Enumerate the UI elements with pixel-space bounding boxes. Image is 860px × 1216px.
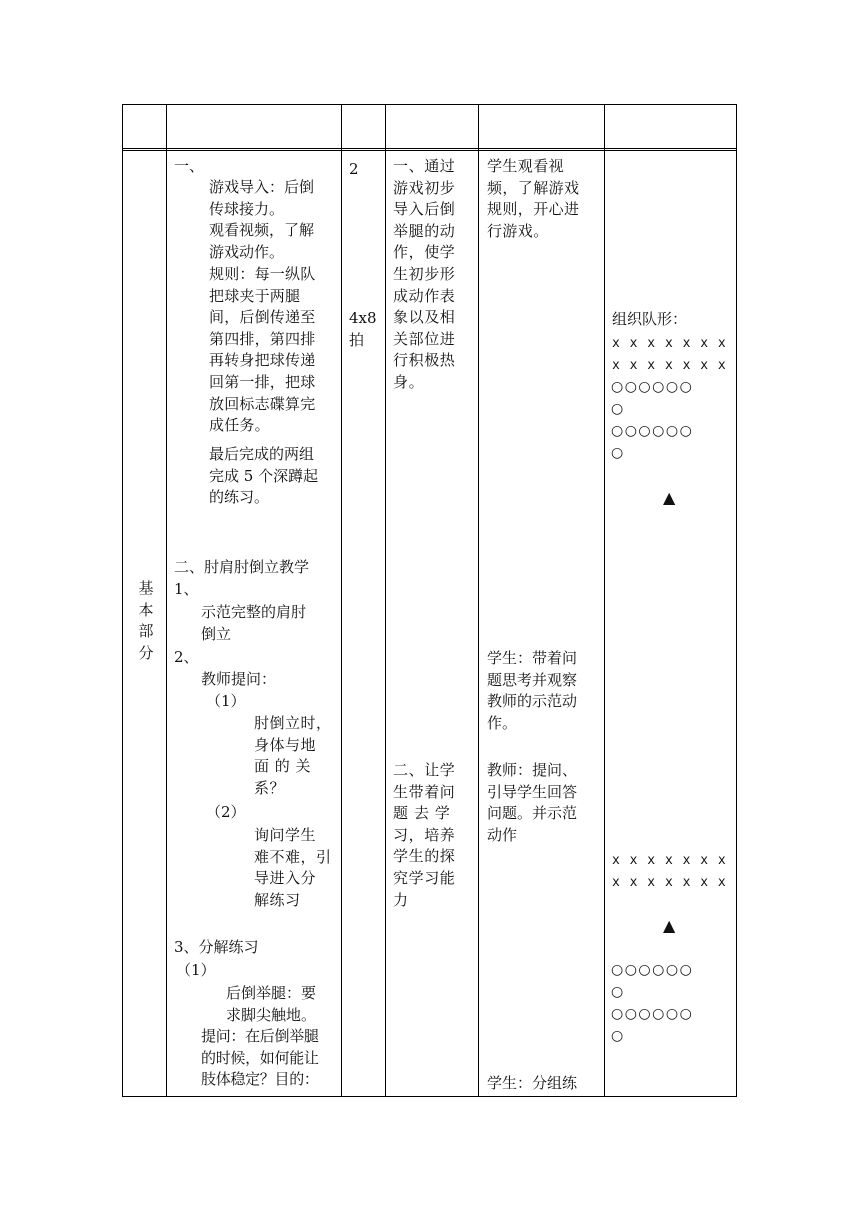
part3-leg-lift: 后倒举腿：要 求脚尖触地。 xyxy=(226,984,317,1024)
teacher-triangle-icon-2: ▲ xyxy=(663,916,676,935)
part2-number-2: 2、 xyxy=(174,648,199,666)
activity-1: 学生观看视 频，了解游戏 规则，开心进 行游戏。 xyxy=(487,157,580,240)
col-border-1 xyxy=(166,104,167,1097)
part3-question: 提问：在后倒举腿 的时候，如何能让 肢体稳定？目的： xyxy=(201,1027,319,1089)
part3-number-1: （1） xyxy=(176,961,216,979)
formation-circle-row-2: ○○○○○○ ○ xyxy=(611,423,694,461)
table-bottom-border xyxy=(122,1096,737,1097)
formation-student-row-3: x x x x x x x xyxy=(612,853,727,868)
part3-heading: 3、分解练习 xyxy=(174,938,259,956)
teacher-triangle-icon: ▲ xyxy=(663,488,676,507)
col-border-2 xyxy=(341,104,342,1097)
goal-1: 一、通过 游戏初步 导入后倒 举腿的动 作，使学 生初步形 成动作表 象以及相 关部位进 行积极热 身。 xyxy=(393,157,456,391)
formation-circle-row-3: ○○○○○○ ○ xyxy=(611,962,694,1000)
part2-teacher-ask: 教师提问： xyxy=(201,670,277,688)
header-row-bottom-border xyxy=(122,148,737,149)
activity-2: 学生：带着问 题思考并观察 教师的示范动 作。 xyxy=(487,649,578,732)
formation-circle-row-4: ○○○○○○ ○ xyxy=(611,1006,694,1044)
part1-rules: 规则：每一纵队 把球夹于两腿 间，后倒传递至 第四排，第四排 再转身把球传递 回第一排，把球 放回标志碟算完 成任务。 xyxy=(209,265,316,435)
col-border-5 xyxy=(604,104,605,1097)
col-border-3 xyxy=(385,104,386,1097)
part1-video: 观看视频，了解 游戏动作。 xyxy=(209,221,315,261)
formation-student-row-4: x x x x x x x xyxy=(612,875,727,890)
col-border-0 xyxy=(122,104,123,1097)
part2-q1-number: （1） xyxy=(206,692,246,710)
part1-heading: 一、 xyxy=(174,157,205,175)
part2-demo: 示范完整的肩肘 倒立 xyxy=(201,603,307,643)
col-border-6 xyxy=(736,104,737,1097)
time-value-2: 4x8 拍 xyxy=(349,309,377,349)
col-border-4 xyxy=(478,104,479,1097)
time-value-1: 2 xyxy=(349,160,359,178)
section-label: 基 本 部 分 xyxy=(138,579,154,662)
part2-question-2: 询问学生 难不难，引 导进入分 解练习 xyxy=(254,826,332,909)
part1-game-intro: 游戏导入：后倒 传球接力。 xyxy=(209,178,315,218)
part1-final: 最后完成的两组 完成 5 个深蹲起 的练习。 xyxy=(209,445,319,507)
formation-circle-row-1: ○○○○○○ ○ xyxy=(611,379,694,417)
activity-3: 教师：提问、 引导学生回答 问题。并示范 动作 xyxy=(487,761,578,844)
formation-student-row-2: x x x x x x x xyxy=(612,358,727,373)
formation-student-row-1: x x x x x x x xyxy=(612,336,727,351)
part2-heading: 二、肘肩肘倒立教学 1、 xyxy=(174,558,310,598)
part2-q2-number: （2） xyxy=(206,803,246,821)
activity-4: 学生：分组练 xyxy=(487,1074,578,1092)
goal-2: 二、让学 生带着问 题 去 学 习，培养 学生的探 究学习能 力 xyxy=(393,761,456,909)
formation-title: 组织队形： xyxy=(612,310,688,328)
header-row-inner-border xyxy=(122,150,737,151)
table-top-border xyxy=(122,104,737,105)
part2-question-1: 肘倒立时， 身体与地 面 的 关 系？ xyxy=(254,714,332,797)
